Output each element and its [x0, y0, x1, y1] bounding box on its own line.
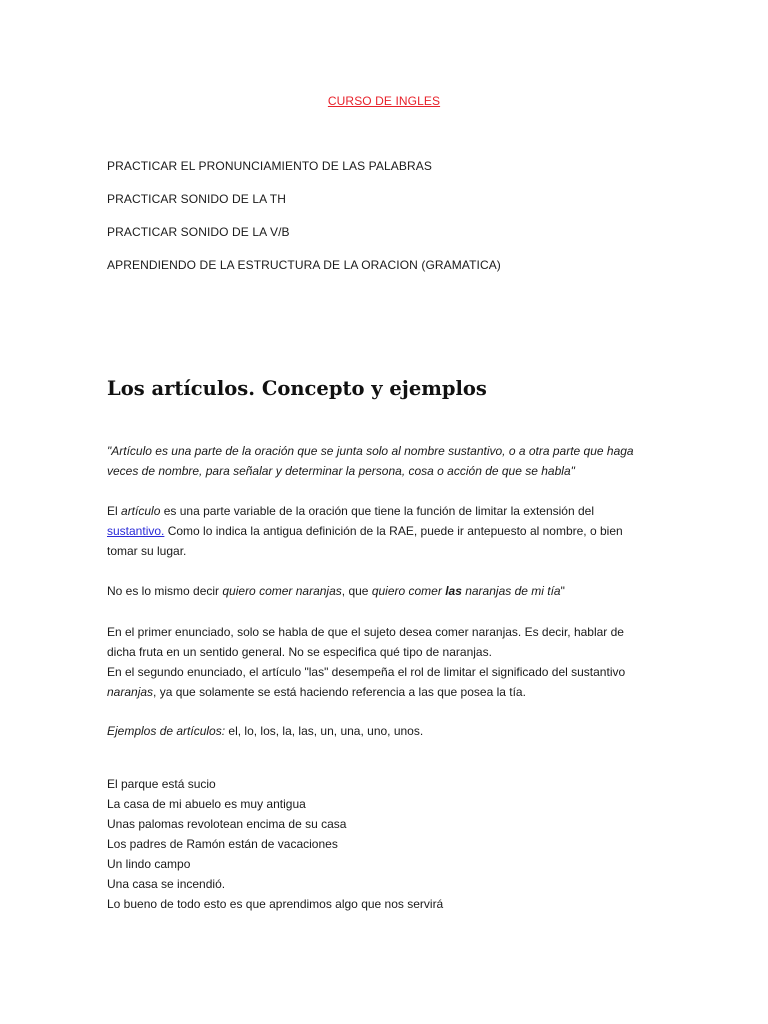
definition-term: artículo [121, 504, 161, 518]
comparison-phrase-2-start: quiero comer [371, 584, 446, 598]
comparison-paragraph [107, 581, 667, 601]
definition-prefix: El [107, 504, 122, 518]
list-item: Lo bueno de todo esto es que aprendimos algo que nos servirá [107, 897, 444, 911]
list-item: La casa de mi abuelo es muy antigua [107, 797, 306, 811]
practice-item-grammar: APRENDIENDO DE LA ESTRUCTURA DE LA ORACION (GRAMATICA) [107, 258, 501, 272]
list-item: Los padres de Ramón están de vacaciones [107, 837, 338, 851]
explanation-line-2: dicha fruta en un sentido general. No se especifica qué tipo de naranjas. [107, 645, 492, 659]
practice-item-vb-sound: PRACTICAR SONIDO DE LA V/B [107, 225, 290, 239]
explanation-line-4-rest: , ya que solamente se está haciendo referencia a las que posea la tía. [153, 685, 526, 699]
examples-label: Ejemplos de artículos: [107, 724, 226, 738]
section-heading: Los artículos. Concepto y ejemplos [107, 377, 487, 400]
comparison-phrase-1: quiero comer naranjas [222, 584, 342, 598]
practice-item-pronunciation: PRACTICAR EL PRONUNCIAMIENTO DE LAS PALABRAS [107, 159, 432, 173]
definition-mid: es una parte variable de la oración que tiene la función de limitar la extensión del [160, 504, 594, 518]
comparison-suffix: " [560, 584, 565, 598]
comparison-mid: , que [341, 584, 372, 598]
definition-paragraph [107, 501, 667, 561]
list-item: Unas palomas revolotean encima de su casa [107, 817, 347, 831]
sustantivo-link[interactable]: sustantivo. [107, 524, 165, 538]
explanation-line-1: En el primer enunciado, solo se habla de que el sujeto desea comer naranjas. Es decir, hablar de [107, 625, 624, 639]
list-item: El parque está sucio [107, 777, 216, 791]
examples-paragraph [107, 721, 667, 741]
practice-item-th-sound: PRACTICAR SONIDO DE LA TH [107, 192, 286, 206]
course-title: CURSO DE INGLES [327, 94, 441, 108]
definition-rest: Como lo indica la antigua definición de la RAE, puede ir antepuesto al nombre, o bien [164, 524, 623, 538]
explanation-line-4-italic: naranjas [107, 685, 154, 699]
list-item: Un lindo campo [107, 857, 191, 871]
rae-quote [107, 441, 667, 481]
comparison-phrase-2-end: naranjas de mi tía [461, 584, 561, 598]
comparison-prefix: No es lo mismo decir [107, 584, 223, 598]
definition-line-3: tomar su lugar. [107, 544, 187, 558]
quote-line-1: "Artículo es una parte de la oración que se junta solo al nombre sustantivo, o a otra parte que haga [107, 444, 634, 458]
explanation-line-3: En el segundo enunciado, el artículo "las" desempeña el rol de limitar el significado del sustantivo [107, 665, 626, 679]
example-sentences-list [107, 774, 443, 914]
comparison-phrase-2-bold: las [445, 584, 462, 598]
list-item: Una casa se incendió. [107, 877, 226, 891]
quote-line-2: veces de nombre, para señalar y determinar la persona, cosa o acción de que se habla" [107, 464, 575, 478]
explanation-paragraph [107, 622, 667, 702]
examples-values: el, lo, los, la, las, un, una, uno, unos. [225, 724, 424, 738]
